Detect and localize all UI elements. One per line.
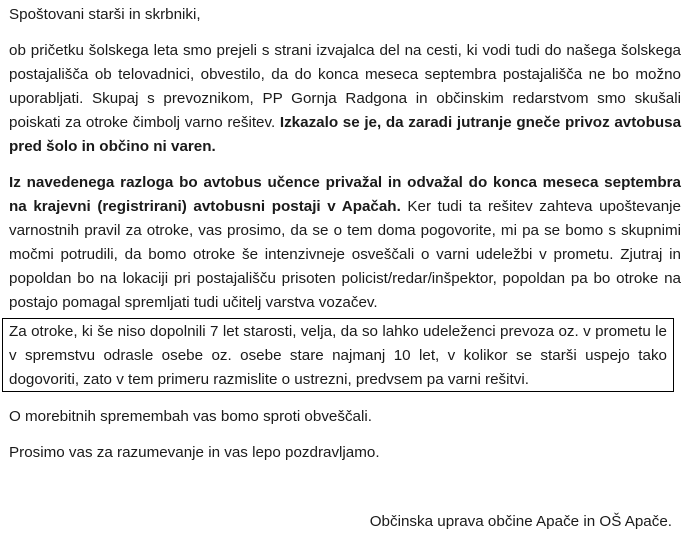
paragraph-closing: Prosimo vas za razumevanje in vas lepo pozdravljamo. bbox=[9, 444, 380, 461]
paragraph-announcement-text: ob pričetku šolskega leta smo prejeli s strani izvajalca del na cesti, ki vodi tudi do našega šolskega postajališča ob telovadnici, obvestilo, da do konca meseca septembra postajališča ne bo možno uporabljati. Skupaj s prevoznikom, PP Gornja Radgona in občinskim redarstvom smo skušali poiskati za otroke čimbolj varno rešitev. bbox=[9, 42, 681, 131]
paragraph-bus-relocation bbox=[9, 171, 681, 315]
letter-body bbox=[9, 3, 681, 329]
signature: Občinska uprava občine Apače in OŠ Apače. bbox=[369, 513, 672, 530]
boxed-notice bbox=[2, 318, 674, 392]
paragraph-announcement bbox=[9, 39, 681, 159]
letter-greeting: Spoštovani starši in skrbniki, bbox=[9, 6, 201, 23]
paragraph-updates: O morebitnih spremembah vas bomo sproti obveščali. bbox=[9, 408, 372, 425]
paragraph-announcement-emphasis: Izkazalo se je, da zaradi jutranje gneče privoz avtobusa pred šolo in občino ni varen. bbox=[9, 114, 682, 155]
boxed-notice-text: Za otroke, ki še niso dopolnili 7 let starosti, velja, da so lahko udeleženci prevoza oz. v prometu le v spremstvu odrasle osebe oz. osebe stare najmanj 10 let, v kolikor se starši uspejo tako dogovoriti, zato v tem primeru razmislite o ustrezni, predvsem pa varni rešitvi. bbox=[9, 323, 667, 388]
paragraph-bus-relocation-text: Ker tudi ta rešitev zahteva upoštevanje varnostnih pravil za otroke, vas prosimo, da se o tem doma pogovorite, mi pa se bomo s skupnimi močmi potrudili, da bomo otroke še intenzivneje osveščali o varni udeležbi v prometu. Zjutraj in popoldan bo na lokaciji pri postajališču prisoten policist/redar/inšpektor, popoldan pa bo otroke na postajo pomagal spremljati tudi učitelj varstva vozačev. bbox=[9, 198, 682, 311]
paragraph-bus-relocation-emphasis: Iz navedenega razloga bo avtobus učence privažal in odvažal do konca meseca septembra na krajevni (registrirani) avtobusni postaji v Apačah. bbox=[9, 174, 681, 215]
